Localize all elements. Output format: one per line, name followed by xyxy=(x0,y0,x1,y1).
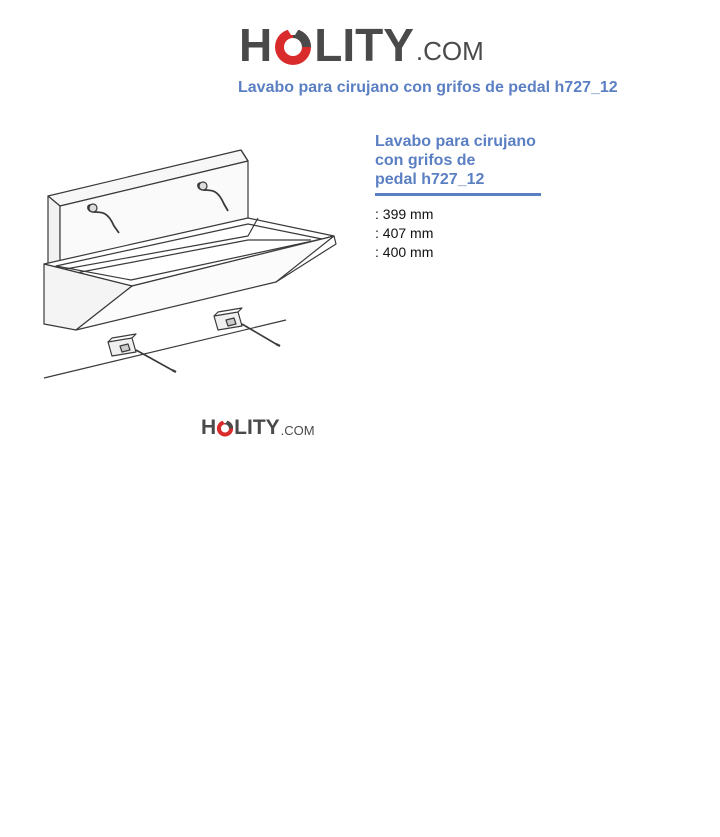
product-name-line: con grifos de xyxy=(375,152,476,169)
logo-letter-h: H xyxy=(201,416,217,439)
logo-letters-lity: LITY xyxy=(234,416,280,439)
product-name xyxy=(375,132,545,189)
brand-logo[interactable] xyxy=(239,12,489,71)
logo-tld: .COM xyxy=(415,36,484,66)
surgical-sink-illustration-icon xyxy=(36,140,346,385)
logo-letter-h: H xyxy=(239,19,273,71)
brand-logo-small xyxy=(201,417,315,438)
spec-row-width: : 399 mm xyxy=(375,206,434,222)
logo-o-icon xyxy=(216,418,234,438)
logo-o-icon xyxy=(273,24,313,68)
spec-list xyxy=(375,205,433,262)
spec-row-depth: : 407 mm xyxy=(375,225,434,241)
product-name-line: pedal h727_12 xyxy=(375,171,485,188)
logo-tld: .COM xyxy=(280,423,315,438)
product-name-line: Lavabo para cirujano xyxy=(375,133,536,150)
title-underline xyxy=(375,193,541,196)
spec-row-height: : 400 mm xyxy=(375,244,434,260)
page-title: Lavabo para cirujano con grifos de pedal h727_12 xyxy=(238,79,618,96)
logo-letters-lity: LITY xyxy=(314,19,414,71)
